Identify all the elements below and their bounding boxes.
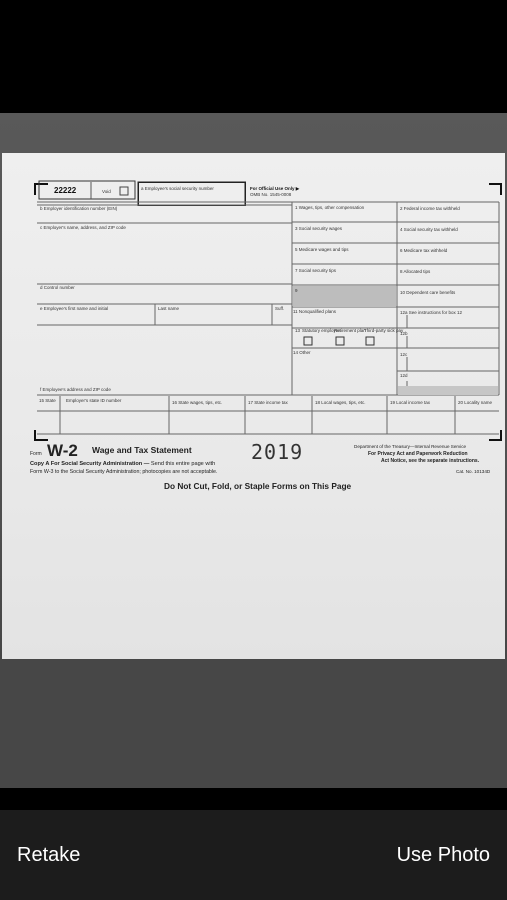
void-label: Void <box>102 189 111 194</box>
box-3-label: 3 Social security wages <box>295 226 343 231</box>
retirement-checkbox[interactable] <box>336 337 344 345</box>
form-name: W-2 <box>47 441 78 460</box>
cat-no-label: Cat. No. 10134D <box>456 469 491 474</box>
box-19-label: 19 Local income tax <box>390 400 431 405</box>
copy-a-line1 <box>30 461 215 467</box>
copy-a-line2: Form W-3 to the Social Security Administration; photocopies are not acceptable. <box>30 469 218 475</box>
box-15-id-label: Employer's state ID number <box>66 398 122 403</box>
form-year: 2019 <box>251 440 304 464</box>
photo-toolbar <box>0 810 507 900</box>
box-7-label: 7 Social security tips <box>295 268 337 273</box>
w2-photo <box>2 153 505 659</box>
box-15-label: 15 State <box>39 398 56 403</box>
box-4-label: 4 Social security tax withheld <box>400 227 458 232</box>
bottom-bar <box>0 788 507 810</box>
box-20-label: 20 Locality name <box>458 400 493 405</box>
camera-background-lower <box>0 660 507 788</box>
box-10-label: 10 Dependent care benefits <box>400 290 456 295</box>
box-12c-label: 12c <box>400 352 408 357</box>
box-8-label: 8 Allocated tips <box>400 269 431 274</box>
box-6-label: 6 Medicare tax withheld <box>400 248 448 253</box>
statutory-checkbox[interactable] <box>304 337 312 345</box>
do-not-cut-label: Do Not Cut, Fold, or Staple Forms on This Page <box>164 481 352 491</box>
copy-a-bold: Copy A For Social Security Administration — <box>30 461 150 467</box>
form-title: Wage and Tax Statement <box>92 445 192 455</box>
last-name-label: Last name <box>158 306 180 311</box>
box-9-shaded <box>293 286 396 307</box>
box-12b-label: 12b <box>400 331 408 336</box>
box-b-label: b Employer identification number (EIN) <box>40 206 118 211</box>
omb-label: OMB No. 1545-0008 <box>250 192 292 197</box>
box-13-label: 13 <box>295 328 301 333</box>
retake-button[interactable]: Retake <box>17 844 81 866</box>
use-photo-button[interactable]: Use Photo <box>396 844 490 866</box>
dept-label: Department of the Treasury—Internal Revenue Service <box>354 444 467 449</box>
top-bar <box>0 0 507 113</box>
copy-a-rest: Send this entire page with <box>150 461 216 467</box>
box-c-label: c Employer's name, address, and ZIP code <box>40 225 126 230</box>
box-12d-shaded <box>398 386 498 395</box>
box-11-label: 11 Nonqualified plans <box>293 309 336 314</box>
box-12a-label: 12a See instructions for box 12 <box>400 310 463 315</box>
box-a-label: a Employee's social security number <box>141 186 214 191</box>
box-17-label: 17 State income tax <box>248 400 288 405</box>
box-9-label: 9 <box>295 288 298 293</box>
privacy-label: For Privacy Act and Paperwork Reduction <box>368 451 468 457</box>
box-13-sickpay: Third-party sick pay <box>364 328 404 333</box>
act-notice-label: Act Notice, see the separate instructions. <box>381 458 480 464</box>
box-d-label: d Control number <box>40 285 75 290</box>
box-12d-label: 12d <box>400 373 408 378</box>
w2-footer <box>30 441 505 501</box>
box-16-label: 16 State wages, tips, etc. <box>172 400 223 405</box>
box-1-label: 1 Wages, tips, other compensation <box>295 205 365 210</box>
box-13-retirement: Retirement plan <box>334 328 366 333</box>
box-e-label: e Employee's first name and initial <box>40 306 109 311</box>
box-18-label: 18 Local wages, tips, etc. <box>315 400 366 405</box>
w2-form <box>2 153 505 659</box>
box-13-statutory: Statutory employee <box>302 328 341 333</box>
box-a-code: 22222 <box>54 186 77 195</box>
official-use-label: For Official Use Only ▶ <box>250 186 300 191</box>
sickpay-checkbox[interactable] <box>366 337 374 345</box>
box-f-label: f Employee's address and ZIP code <box>40 387 111 392</box>
box-2-label: 2 Federal income tax withheld <box>400 206 460 211</box>
box-5-label: 5 Medicare wages and tips <box>295 247 349 252</box>
box-14-label: 14 Other <box>293 350 311 355</box>
void-checkbox[interactable] <box>120 187 128 195</box>
suff-label: Suff. <box>275 306 285 311</box>
form-label: Form <box>30 451 42 457</box>
